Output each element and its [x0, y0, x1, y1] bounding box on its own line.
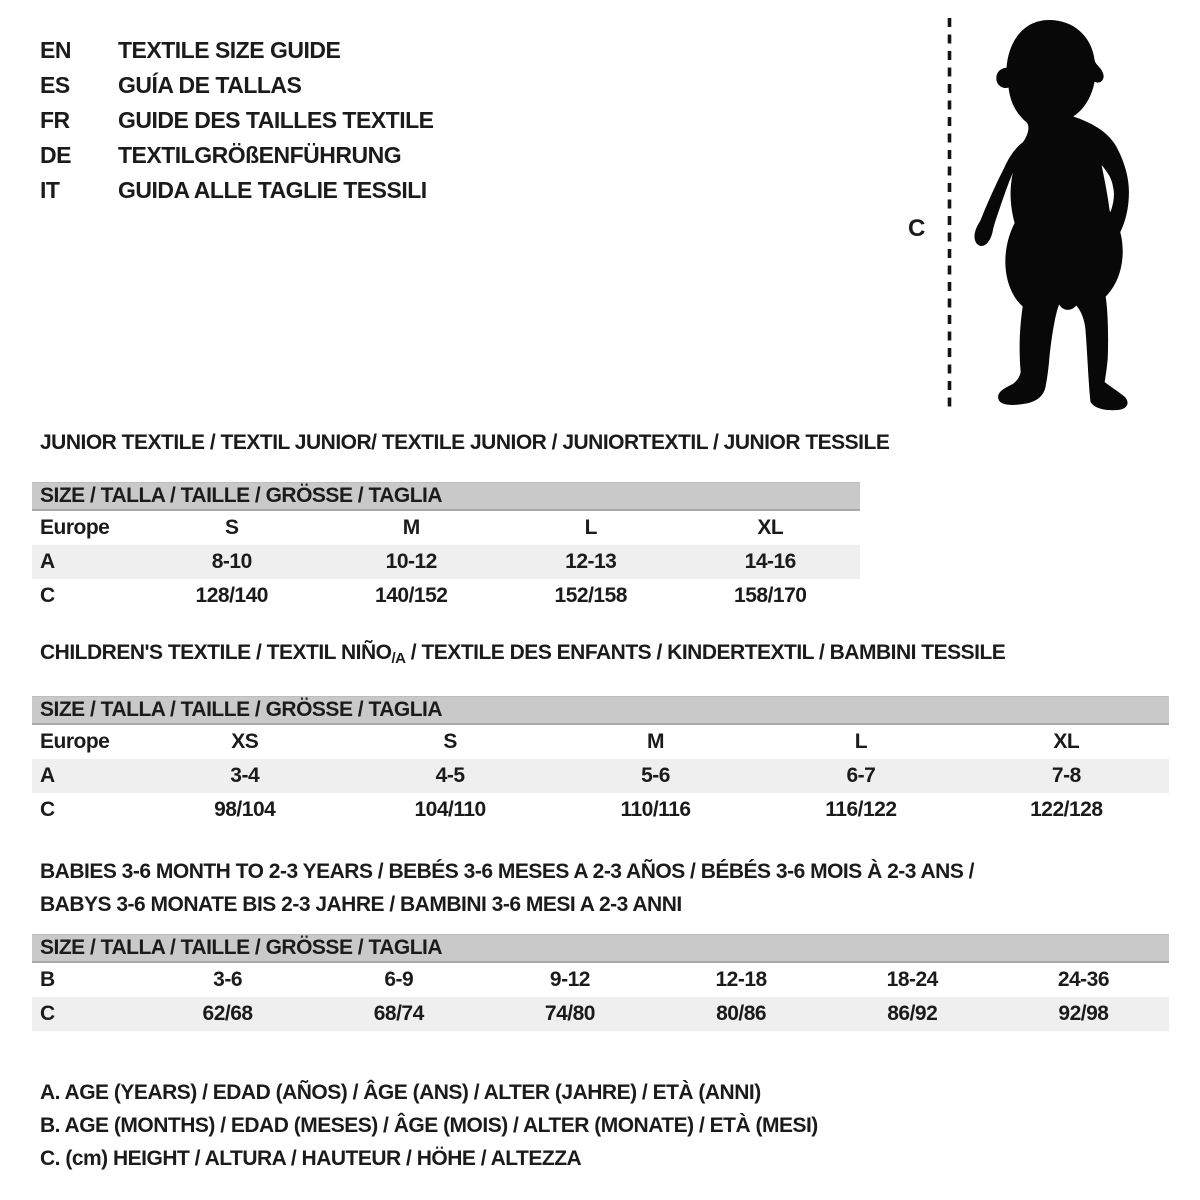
language-code: FR: [40, 107, 70, 133]
row-label: Europe: [40, 516, 110, 539]
table-cell: 62/68: [202, 1002, 253, 1025]
section-title-text: BABIES 3-6 MONTH TO 2-3 YEARS / BEBÉS 3-6 MESES A 2-3 AÑOS / BÉBÉS 3-6 MOIS À 2-3 ANS /: [40, 860, 975, 883]
language-row: [40, 173, 434, 208]
table-row: [32, 511, 860, 545]
section-title-sub: /A: [391, 650, 406, 667]
table-cell: XL: [1053, 730, 1080, 753]
section-children: [32, 641, 1169, 827]
table-row: [32, 579, 860, 613]
table-cell: XS: [231, 730, 259, 753]
table-cell: 9-12: [549, 968, 590, 991]
language-list: [40, 33, 434, 208]
section-title: [40, 641, 1169, 671]
table-cell: 110/116: [620, 798, 691, 821]
row-label: A: [40, 764, 55, 787]
section-title: [40, 888, 1169, 921]
table-cell: S: [224, 516, 239, 539]
table-cell: 152/158: [554, 584, 627, 607]
table-cell: 74/80: [544, 1002, 595, 1025]
size-table: [32, 696, 1169, 827]
language-row: [40, 138, 434, 173]
height-measure-label: C: [908, 215, 925, 242]
table-row: [32, 759, 1169, 793]
table-row: [32, 963, 1169, 997]
row-label: Europe: [40, 730, 110, 753]
size-header-band: SIZE / TALLA / TAILLE / GRÖSSE / TAGLIA: [32, 934, 1169, 963]
table-cell: 4-5: [435, 764, 465, 787]
language-title: TEXTILE SIZE GUIDE: [118, 37, 341, 63]
table-cell: 14-16: [744, 550, 796, 573]
table-cell: 3-6: [213, 968, 243, 991]
language-row: [40, 68, 434, 103]
language-code: IT: [40, 177, 60, 203]
table-cell: 18-24: [886, 968, 938, 991]
table-cell: 104/110: [414, 798, 486, 821]
table-cell: 5-6: [641, 764, 670, 787]
legend-line: C. (cm) HEIGHT / ALTURA / HAUTEUR / HÖHE / ALTEZZA: [40, 1147, 582, 1170]
toddler-silhouette-icon: [962, 16, 1134, 414]
section-title-text: BABYS 3-6 MONATE BIS 2-3 JAHRE / BAMBINI 3-6 MESI A 2-3 ANNI: [40, 893, 682, 916]
row-label: C: [40, 584, 55, 607]
table-row: [32, 997, 1169, 1031]
table-cell: L: [854, 730, 868, 753]
table-cell: 7-8: [1051, 764, 1081, 787]
section-title-text: CHILDREN'S TEXTILE / TEXTIL NIÑO: [40, 641, 392, 664]
section-title-text: / TEXTILE DES ENFANTS / KINDERTEXTIL / BAMBINI TESSILE: [405, 641, 1006, 664]
table-cell: M: [402, 516, 420, 539]
table-row: [32, 793, 1169, 827]
table-cell: 6-9: [384, 968, 414, 991]
table-cell: 12-18: [715, 968, 767, 991]
height-dashed-line: [946, 16, 953, 416]
table-cell: 10-12: [385, 550, 437, 573]
table-cell: 140/152: [375, 584, 448, 607]
table-cell: 98/104: [214, 798, 276, 821]
legend-line: A. AGE (YEARS) / EDAD (AÑOS) / ÂGE (ANS) / ALTER (JAHRE) / ETÀ (ANNI): [40, 1081, 761, 1104]
table-row: [32, 725, 1169, 759]
table-cell: 68/74: [373, 1002, 424, 1025]
table-cell: 8-10: [211, 550, 252, 573]
section-title: [40, 431, 1169, 455]
language-title: GUIDE DES TAILLES TEXTILE: [118, 107, 434, 133]
section-babies: [32, 855, 1169, 1031]
table-cell: 128/140: [195, 584, 268, 607]
table-cell: 3-4: [230, 764, 260, 787]
table-cell: 80/86: [716, 1002, 767, 1025]
table-cell: 6-7: [846, 764, 876, 787]
language-title: TEXTILGRÖßENFÜHRUNG: [118, 142, 402, 168]
table-cell: 116/122: [825, 798, 897, 821]
language-title: GUIDA ALLE TAGLIE TESSILI: [118, 177, 427, 203]
language-title: GUÍA DE TALLAS: [118, 72, 302, 98]
table-cell: 158/170: [734, 584, 807, 607]
legend-line: B. AGE (MONTHS) / EDAD (MESES) / ÂGE (MOIS) / ALTER (MONATE) / ETÀ (MESI): [40, 1114, 818, 1137]
section-title: [40, 855, 1169, 888]
language-row: [40, 103, 434, 138]
size-header-band: SIZE / TALLA / TAILLE / GRÖSSE / TAGLIA: [32, 696, 1169, 725]
size-table: [32, 482, 860, 613]
table-cell: 92/98: [1058, 1002, 1109, 1025]
size-table: [32, 934, 1169, 1031]
row-label: C: [40, 798, 55, 821]
table-cell: 122/128: [1030, 798, 1103, 821]
language-code: DE: [40, 142, 71, 168]
language-code: ES: [40, 72, 70, 98]
size-tables-area: [32, 431, 1169, 1031]
table-cell: 24-36: [1057, 968, 1110, 991]
table-cell: 86/92: [887, 1002, 938, 1025]
size-header-band: SIZE / TALLA / TAILLE / GRÖSSE / TAGLIA: [32, 482, 860, 511]
legend: [40, 1076, 818, 1175]
row-label: A: [40, 550, 55, 573]
row-label: B: [40, 968, 55, 991]
table-cell: S: [443, 730, 457, 753]
table-cell: L: [584, 516, 597, 539]
table-cell: M: [647, 730, 665, 753]
row-label: C: [40, 1002, 55, 1025]
table-cell: 12-13: [565, 550, 617, 573]
language-row: [40, 33, 434, 68]
section-junior: [32, 431, 1169, 613]
section-title-text: JUNIOR TEXTILE / TEXTIL JUNIOR/ TEXTILE JUNIOR / JUNIORTEXTIL / JUNIOR TESSILE: [40, 431, 890, 454]
language-code: EN: [40, 37, 71, 63]
table-row: [32, 545, 860, 579]
table-cell: XL: [757, 516, 784, 539]
